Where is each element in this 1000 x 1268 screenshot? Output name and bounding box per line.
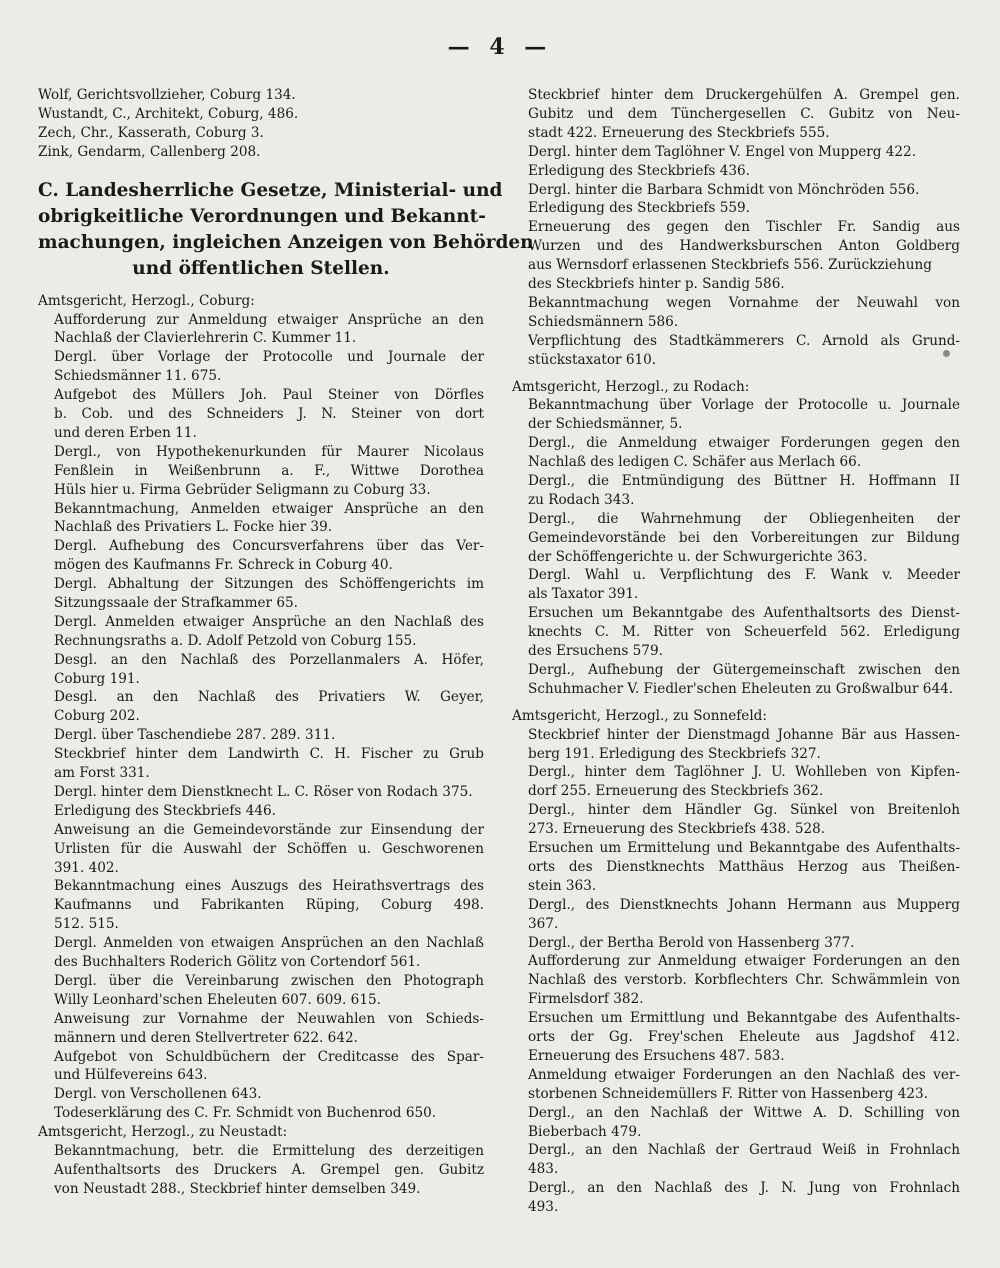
entry-line: und Hülfevereins 643. [54, 1067, 208, 1084]
entry-line: der Schöffengerichte u. der Schwurgerichte 363. [528, 548, 868, 565]
entry-line: 483. [528, 1161, 559, 1178]
entry-line: Urlisten für die Auswahl der Schöffen u. Geschworenen [54, 840, 484, 857]
entry-line: Nachlaß des ledigen C. Schäfer aus Merlach 66. [528, 454, 862, 471]
entry-line: Bieberbach 479. [528, 1123, 642, 1140]
entry-line: Aufgebot von Schuldbüchern der Creditcasse des Spar- [54, 1048, 484, 1065]
entry-line: Bekanntmachung wegen Vornahme der Neuwahl von [528, 294, 960, 311]
entry-line: Coburg 191. [54, 670, 140, 687]
right-column [512, 86, 960, 1217]
entry-line: Schiedsmännern 586. [528, 313, 679, 330]
entry-line: Bekanntmachung, betr. die Ermittelung des derzeitigen [54, 1143, 484, 1160]
section-gap [512, 699, 960, 707]
entry-line: Ersuchen um Bekanntgabe des Aufenthaltsorts des Dienst- [528, 605, 960, 622]
entry-line: stückstaxator 610. [528, 351, 657, 368]
entry-line: Dergl., des Dienstknechts Johann Hermann aus Mupperg [528, 896, 960, 913]
page-number: — 4 — [447, 34, 553, 60]
entry-line: Erledigung des Steckbriefs 559. [528, 200, 751, 217]
heading-line: obrigkeitliche Verordnungen und Bekannt- [38, 205, 486, 227]
name-entry: Zech, Chr., Kasserath, Coburg 3. [38, 124, 264, 141]
entry-line: 367. [528, 915, 559, 932]
entry-line: des Ersuchens 579. [528, 643, 663, 660]
entry-line: Verpflichtung des Stadtkämmerers C. Arnold als Grund- [528, 332, 960, 349]
entry-line: Todeserklärung des C. Fr. Schmidt von Buchenrod 650. [54, 1105, 437, 1122]
entry-line: Ersuchen um Ermittelung und Bekanntgabe des Aufenthalts- [528, 840, 960, 857]
court-heading: Amtsgericht, Herzogl., zu Sonnefeld: [512, 707, 767, 724]
section-gap [512, 370, 960, 378]
name-entry: Zink, Gendarm, Callenberg 208. [38, 143, 261, 160]
entry-line: Dergl. Abhaltung der Sitzungen des Schöffengerichts im [54, 576, 484, 593]
entry-line: Erneuerung des gegen den Tischler Fr. Sandig aus [528, 219, 960, 236]
entry-line: Dergl., an den Nachlaß der Gertraud Weiß in Frohnlach [528, 1142, 960, 1159]
entry-line: als Taxator 391. [528, 586, 639, 603]
entry-line: mögen des Kaufmanns Fr. Schreck in Coburg 40. [54, 557, 393, 574]
entry-line: Dergl. über Vorlage der Protocolle und Journale der [54, 349, 484, 366]
entry-line: 273. Erneuerung des Steckbriefs 438. 528. [528, 821, 826, 838]
entry-line: der Schiedsmänner, 5. [528, 416, 683, 433]
entry-line: orts des Dienstknechts Matthäus Herzog aus Theißen- [528, 858, 960, 875]
entry-line: Dergl., Aufhebung der Gütergemeinschaft zwischen den [528, 661, 960, 678]
entry-line: Gemeindevorstände bei den Vorbereitungen zur Bildung [528, 529, 960, 546]
court-heading: Amtsgericht, Herzogl., zu Rodach: [512, 378, 750, 395]
entry-line: Anmeldung etwaiger Forderungen an den Nachlaß des ver- [528, 1066, 960, 1083]
section-heading [38, 178, 534, 282]
entry-line: Dergl., hinter dem Taglöhner J. U. Wohlleben von Kipfen- [528, 764, 960, 781]
entry-line: Dergl. Aufhebung des Concursverfahrens über das Ver- [54, 538, 484, 555]
entry-line: Dergl. Anmelden etwaiger Ansprüche an den Nachlaß des [54, 613, 484, 630]
entry-line: des Buchhalters Roderich Gölitz von Cortendorf 561. [54, 954, 421, 971]
entry-line: Wurzen und des Handwerksburschen Anton Goldberg [528, 238, 960, 255]
entry-line: 512. 515. [54, 916, 119, 933]
entry-line: Rechnungsraths a. D. Adolf Petzold von Coburg 155. [54, 632, 417, 649]
entry-line: dorf 255. Erneuerung des Steckbriefs 362. [528, 783, 824, 800]
entry-line: Dergl. Anmelden von etwaigen Ansprüchen an den Nachlaß [54, 935, 484, 952]
entry-line: Dergl. über die Vereinbarung zwischen den Photograph [54, 972, 484, 989]
entry-line: stein 363. [528, 877, 597, 894]
entry-line: des Steckbriefs hinter p. Sandig 586. [528, 276, 785, 292]
entry-line: Aufgebot des Müllers Joh. Paul Steiner von Dörfles [54, 387, 484, 404]
entry-line: Steckbrief hinter der Dienstmagd Johanne Bär aus Hassen- [528, 726, 960, 743]
entry-line: aus Wernsdorf erlassenen Steckbriefs 556. Zurückziehung [528, 257, 932, 274]
name-list [38, 86, 484, 162]
heading-line: C. Landesherrliche Gesetze, Ministerial- und [38, 179, 503, 201]
entry-line: Anweisung an die Gemeindevorstände zur Einsendung der [54, 821, 484, 838]
entry-line: Willy Leonhard'schen Eheleuten 607. 609. 615. [54, 991, 381, 1008]
entry-line: Schuhmacher V. Fiedler'schen Eheleuten zu Großwalbur 644. [528, 680, 954, 697]
entry-line: Ersuchen um Ermittlung und Bekanntgabe des Aufenthalts- [528, 1010, 960, 1027]
entry-line: und deren Erben 11. [54, 424, 197, 441]
entry-line: knechts C. M. Ritter von Scheuerfeld 562. Erledigung [528, 624, 960, 641]
entry-line: Dergl., an den Nachlaß des J. N. Jung von Frohnlach [528, 1180, 960, 1197]
entry-line: Coburg 202. [54, 708, 140, 725]
entry-line: Firmelsdorf 382. [528, 991, 644, 1008]
entry-line: stadt 422. Erneuerung des Steckbriefs 555. [528, 124, 830, 141]
entry-line: Nachlaß der Clavierlehrerin C. Kummer 11. [54, 330, 357, 347]
entry-line: Dergl., die Wahrnehmung der Obliegenheiten der [528, 510, 960, 527]
entry-line: Anweisung zur Vornahme der Neuwahlen von Schieds- [54, 1010, 484, 1027]
entry-line: Kaufmanns und Fabrikanten Rüping, Coburg 498. [54, 897, 484, 914]
entry-line: Aufforderung zur Anmeldung etwaiger Forderungen an den [528, 953, 960, 970]
entry-line: Bekanntmachung, Anmelden etwaiger Ansprüche an den [54, 500, 484, 517]
name-entry: Wolf, Gerichtsvollzieher, Coburg 134. [38, 87, 296, 103]
entry-line: Dergl., die Entmündigung des Büttner H. Hoffmann II [528, 473, 960, 489]
entry-line: Dergl. hinter dem Dienstknecht L. C. Röser von Rodach 375. [54, 783, 473, 800]
entry-line: Dergl. über Taschendiebe 287. 289. 311. [54, 727, 336, 744]
entry-line: storbenen Schneidemüllers F. Ritter von Hassenberg 423. [528, 1085, 929, 1102]
entry-line: Hüls hier u. Firma Gebrüder Seligmann zu Coburg 33. [54, 481, 431, 498]
entry-line: Dergl. Wahl u. Verpflichtung des F. Wank v. Meeder [528, 567, 960, 584]
heading-line: und öffentlichen Stellen. [132, 257, 390, 279]
entry-line: Desgl. an den Nachlaß des Privatiers W. Geyer, [54, 689, 484, 706]
entry-line: Sitzungssaale der Strafkammer 65. [54, 594, 298, 611]
entry-line: Steckbrief hinter dem Druckergehülfen A. Grempel gen. [528, 87, 960, 103]
entry-line: von Neustadt 288., Steckbrief hinter demselben 349. [54, 1180, 421, 1197]
entry-line: am Forst 331. [54, 765, 150, 782]
name-entry: Wustandt, C., Architekt, Coburg, 486. [38, 105, 299, 122]
entry-line: Desgl. an den Nachlaß des Porzellanmalers A. Höfer, [54, 651, 484, 668]
court-heading: Amtsgericht, Herzogl., Coburg: [38, 292, 255, 309]
entry-line: Nachlaß des verstorb. Korbflechters Chr. Schwämmlein von [528, 972, 960, 989]
ink-spot [943, 350, 950, 357]
entry-line: Erledigung des Steckbriefs 436. [528, 162, 751, 179]
entry-line: Dergl., an den Nachlaß der Wittwe A. D. Schilling von [528, 1104, 960, 1121]
right-entries [512, 86, 960, 1217]
entry-line: Dergl., hinter dem Händler Gg. Sünkel von Breitenloh [528, 802, 960, 819]
entry-line: berg 191. Erledigung des Steckbriefs 327. [528, 745, 821, 762]
entry-line: b. Cob. und des Schneiders J. N. Steiner von dort [54, 406, 484, 423]
entry-line: Steckbrief hinter dem Landwirth C. H. Fischer zu Grub [54, 746, 484, 763]
entry-line: Schiedsmänner 11. 675. [54, 368, 222, 385]
entry-line: Gubitz und dem Tünchergesellen C. Gubitz von Neu- [528, 105, 960, 122]
entry-line: Bekanntmachung über Vorlage der Protocolle u. Journale [528, 397, 960, 414]
entry-line: Dergl., die Anmeldung etwaiger Forderungen gegen den [528, 435, 960, 452]
entry-line: 493. [528, 1199, 559, 1216]
entry-line: 391. 402. [54, 859, 119, 876]
entry-line: zu Rodach 343. [528, 491, 635, 508]
entry-line: Dergl. von Verschollenen 643. [54, 1086, 262, 1103]
entry-line: Aufforderung zur Anmeldung etwaiger Ansprüche an den [54, 311, 484, 328]
entry-line: Dergl., der Bertha Berold von Hassenberg 377. [528, 934, 855, 951]
entry-line: Dergl. hinter dem Taglöhner V. Engel von Mupperg 422. [528, 143, 917, 160]
left-column [38, 86, 534, 1199]
entry-line: Dergl. hinter die Barbara Schmidt von Mönchröden 556. [528, 181, 920, 198]
entry-line: Bekanntmachung eines Auszugs des Heirathsvertrags des [54, 878, 484, 895]
entry-line: Dergl., von Hypothekenurkunden für Maurer Nicolaus [54, 443, 484, 460]
entry-line: Erneuerung des Ersuchens 487. 583. [528, 1047, 785, 1064]
entry-line: Aufenthaltsorts des Druckers A. Grempel gen. Gubitz [54, 1161, 484, 1178]
entry-line: männern und deren Stellvertreter 622. 642. [54, 1029, 358, 1046]
entry-line: Nachlaß des Privatiers L. Focke hier 39. [54, 519, 333, 536]
court-heading: Amtsgericht, Herzogl., zu Neustadt: [38, 1124, 288, 1141]
entry-line: Fenßlein in Weißenbrunn a. F., Wittwe Dorothea [54, 462, 484, 479]
left-entries [38, 292, 484, 1199]
entry-line: Erledigung des Steckbriefs 446. [54, 802, 277, 819]
entry-line: orts der Gg. Frey'schen Eheleute aus Jagdshof 412. [528, 1029, 960, 1046]
heading-line: machungen, ingleichen Anzeigen von Behörden [38, 231, 534, 253]
